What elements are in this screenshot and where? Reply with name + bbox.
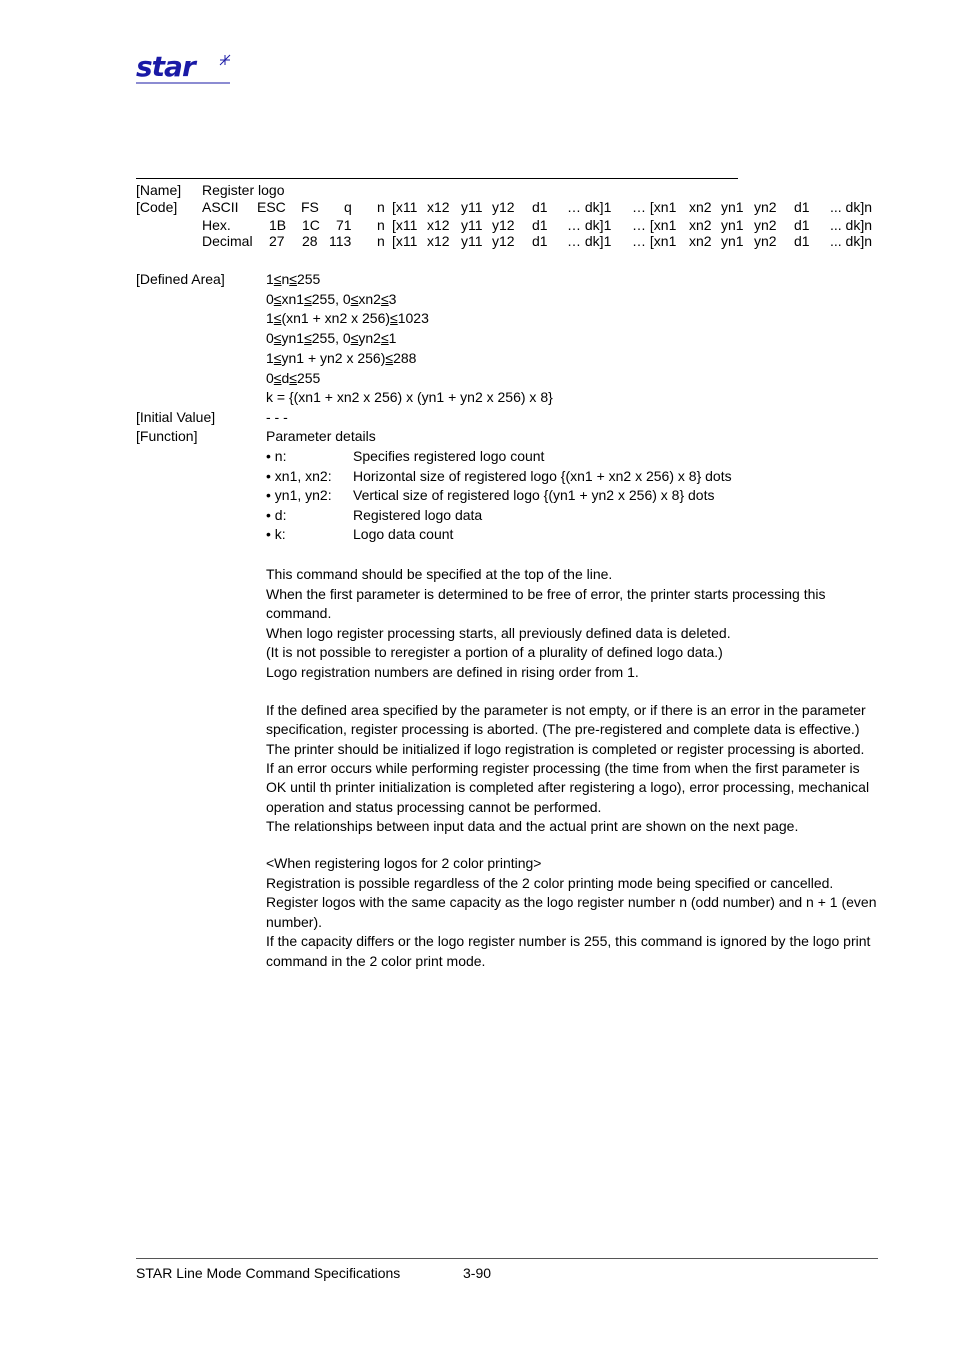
parameter-key: • xn1, xn2: [266,467,332,484]
code-cell: … dk]1 [567,217,612,233]
code-cell: 28 [302,233,318,249]
code-cell: … dk]1 [567,233,612,249]
defined-area-line: 1≤n≤255 [266,271,321,287]
paragraph-line: If the defined area specified by the parameter is not empty, or if there is an error in the parameter [266,702,866,718]
paragraph-line: When logo register processing starts, all previously defined data is deleted. [266,624,731,641]
code-cell: d1 [794,233,810,249]
paragraph-line: command. [266,605,332,622]
logo-text: star [136,52,195,83]
parameter-key: • k: [266,526,286,543]
defined-area-line: 0≤xn1≤255, 0≤xn2≤3 [266,290,397,307]
defined-area-line: 0≤yn1≤255, 0≤yn2≤1 [266,330,397,347]
code-cell: [x11 [392,233,418,249]
initial-value: - - - [266,409,288,425]
paragraph-line: The relationships between input data and the actual print are shown on the next page. [266,817,799,834]
code-cell: … [xn1 [632,217,677,233]
code-cell: yn2 [754,217,777,233]
code-cell: ... dk]n [830,233,873,249]
paragraph-line: operation and status processing cannot be performed. [266,798,602,815]
paragraph-line: command in the 2 color print mode. [266,953,486,969]
initial-value-label: [Initial Value] [136,409,216,425]
paragraph-line: If an error occurs while performing register processing (the time from when the first parameter is [266,759,860,776]
paragraph-line: Registration is possible regardless of the 2 color printing mode being specified or cancelled. [266,874,834,891]
code-cell: 27 [269,233,285,249]
code-cell: x12 [427,217,450,233]
star-logo-sparkle-icon [220,55,230,65]
name-value: Register logo [202,182,285,198]
code-cell: 71 [336,217,352,233]
defined-area-line: 1≤yn1 + yn2 x 256)≤288 [266,349,417,366]
function-heading: Parameter details [266,428,376,444]
paragraph-line: This command should be specified at the top of the line. [266,566,613,582]
parameter-desc: Vertical size of registered logo {(yn1 + yn2 x 256) x 8} dots [353,487,715,504]
footer-title: STAR Line Mode Command Specifications [136,1265,401,1281]
code-cell: yn1 [721,233,744,249]
paragraph-line: specification, register processing is aborted. (The pre-registered and complete data is effective.) [266,721,860,738]
parameter-desc: Registered logo data [353,506,483,523]
defined-area-label: [Defined Area] [136,271,225,287]
code-cell: FS [301,199,319,215]
code-cell: ESC [257,199,286,215]
parameter-desc: Specifies registered logo count [353,448,545,464]
code-cell: … [xn1 [632,199,677,215]
code-cell: yn1 [721,199,744,215]
parameter-desc: Logo data count [353,526,454,543]
code-cell: q [344,199,352,215]
paragraph-line: If the capacity differs or the logo register number is 255, this command is ignored by the logo print [266,933,871,950]
paragraph-line: When the first parameter is determined to be free of error, the printer starts processing this [266,585,826,602]
code-cell: d1 [532,233,548,249]
code-cell: … [xn1 [632,233,677,249]
code-cell: y11 [461,217,483,233]
code-cell: yn2 [754,199,777,215]
code-cell: n [377,199,385,215]
parameter-desc: Horizontal size of registered logo {(xn1 + xn2 x 256) x 8} dots [353,467,732,484]
parameter-key: • yn1, yn2: [266,487,332,504]
code-cell: ... dk]n [830,217,873,233]
code-cell: xn2 [689,233,712,249]
defined-area-line: 0≤d≤255 [266,369,321,386]
code-cell: x12 [427,199,450,215]
paragraph-line: Register logos with the same capacity as the logo register number n (odd number) and n + 1 (even [266,894,877,911]
code-cell: 113 [329,233,352,249]
code-cell: 1C [302,217,320,233]
defined-area-line: k = {(xn1 + xn2 x 256) x (yn1 + yn2 x 256) x 8} [266,389,553,406]
code-row-label: ASCII [202,199,239,215]
code-row-label: Decimal [202,233,253,249]
paragraph-line: The printer should be initialized if logo registration is completed or register processing is aborted. [266,740,865,757]
defined-area-line: 1≤(xn1 + xn2 x 256)≤1023 [266,310,429,327]
code-cell: xn2 [689,199,712,215]
code-cell: yn1 [721,217,744,233]
code-label: [Code] [136,199,178,215]
parameter-key: • d: [266,506,287,523]
code-cell: ... dk]n [830,199,873,215]
code-cell: … dk]1 [567,199,612,215]
code-cell: y11 [461,233,483,249]
code-cell: x12 [427,233,450,249]
footer-rule [136,1258,878,1259]
code-row-label: Hex. [202,217,231,233]
code-cell: [x11 [392,199,418,215]
parameter-key: • n: [266,448,287,464]
function-label: [Function] [136,428,198,444]
code-cell: xn2 [689,217,712,233]
code-cell: y12 [492,217,515,233]
code-cell: n [377,217,385,233]
star-logo [136,52,232,84]
page-number: 3-90 [463,1265,492,1281]
code-cell: 1B [269,217,287,233]
paragraph-line: number). [266,913,323,930]
code-cell: d1 [532,217,548,233]
code-cell: y12 [492,199,515,215]
code-cell: y11 [461,199,483,215]
code-cell: y12 [492,233,515,249]
code-cell: [x11 [392,217,418,233]
code-cell: d1 [794,199,810,215]
star-logo-mark [136,52,198,83]
code-cell: d1 [794,217,810,233]
top-rule [136,178,738,179]
paragraph-line: OK until th printer initialization is completed after registering a logo), error processing, mechanical [266,779,870,796]
code-cell: d1 [532,199,548,215]
paragraph-line: Logo registration numbers are defined in rising order from 1. [266,664,639,680]
paragraph-line: (It is not possible to reregister a portion of a plurality of defined logo data.) [266,644,723,661]
code-cell: yn2 [754,233,777,249]
name-label: [Name] [136,182,182,198]
paragraph-line: <When registering logos for 2 color printing> [266,855,542,871]
code-cell: n [377,233,385,249]
